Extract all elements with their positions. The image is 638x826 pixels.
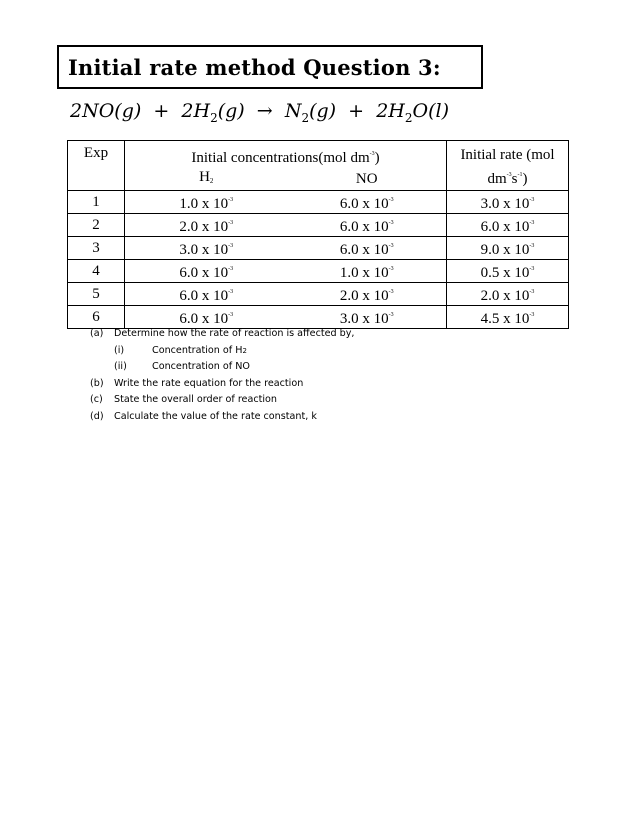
cell-h2-conc: 2.0 x $10^{-3}$ bbox=[125, 214, 288, 237]
table-row bbox=[68, 283, 569, 306]
cell-rate: 2.0 x $10^{-3}$ bbox=[447, 283, 569, 306]
table-row bbox=[68, 260, 569, 283]
cell-exp: 4 bbox=[68, 260, 125, 283]
header-concentrations: Initial concentrations(mol $dm^{-3}$) bbox=[125, 141, 447, 168]
cell-h2-conc: 6.0 x $10^{-3}$ bbox=[125, 306, 288, 329]
cell-no-conc: 6.0 x $10^{-3}$ bbox=[288, 237, 447, 260]
eq-product-n2: $N_2(g)$ bbox=[284, 100, 337, 125]
header-initial-rate: Initial rate (mol $dm^{-3}s^{-1}$) bbox=[447, 141, 569, 191]
question-a-ii: (ii) Concentration of NO bbox=[114, 361, 250, 373]
reaction-equation bbox=[70, 100, 449, 125]
cell-no-conc: 6.0 x $10^{-3}$ bbox=[288, 214, 447, 237]
cell-h2-conc: 6.0 x $10^{-3}$ bbox=[125, 283, 288, 306]
cell-rate: 9.0 x $10^{-3}$ bbox=[447, 237, 569, 260]
cell-rate: 6.0 x $10^{-3}$ bbox=[447, 214, 569, 237]
cell-no-conc: 1.0 x $10^{-3}$ bbox=[288, 260, 447, 283]
cell-exp: 6 bbox=[68, 306, 125, 329]
cell-exp: 3 bbox=[68, 237, 125, 260]
question-d: (d) Calculate the value of the rate constant, k bbox=[90, 410, 317, 422]
cell-h2-conc: 3.0 x $10^{-3}$ bbox=[125, 237, 288, 260]
table-row bbox=[68, 191, 569, 214]
rate-data-table bbox=[67, 140, 569, 329]
table-row bbox=[68, 237, 569, 260]
header-exp: Exp bbox=[68, 141, 125, 191]
cell-h2-conc: 6.0 x $10^{-3}$ bbox=[125, 260, 288, 283]
question-a: (a) Determine how the rate of reaction is affected by, bbox=[90, 328, 355, 339]
subheader-h2: $H_2$ bbox=[125, 167, 288, 190]
subheader-no: NO bbox=[288, 167, 447, 190]
page-title: Initial rate method Question 3: bbox=[68, 54, 441, 80]
question-a-i: (i) Concentration of H 2 bbox=[114, 344, 247, 356]
eq-plus-2: + bbox=[348, 100, 365, 122]
eq-reactant-no: 2NO(g) bbox=[70, 100, 142, 122]
eq-product-h2o: $2H_2O(l)$ bbox=[376, 100, 449, 125]
eq-arrow: → bbox=[256, 100, 273, 122]
cell-exp: 1 bbox=[68, 191, 125, 214]
table-row bbox=[68, 214, 569, 237]
cell-no-conc: 6.0 x $10^{-3}$ bbox=[288, 191, 447, 214]
question-b: (b) Write the rate equation for the reaction bbox=[90, 377, 304, 389]
cell-rate: 0.5 x $10^{-3}$ bbox=[447, 260, 569, 283]
cell-exp: 2 bbox=[68, 214, 125, 237]
eq-plus-1: + bbox=[153, 100, 170, 122]
eq-reactant-h2: $2H_2(g)$ bbox=[181, 100, 245, 125]
cell-rate: 4.5 x $10^{-3}$ bbox=[447, 306, 569, 329]
cell-rate: 3.0 x $10^{-3}$ bbox=[447, 191, 569, 214]
cell-h2-conc: 1.0 x $10^{-3}$ bbox=[125, 191, 288, 214]
cell-no-conc: 3.0 x $10^{-3}$ bbox=[288, 306, 447, 329]
title-box bbox=[57, 45, 483, 89]
question-c: (c) State the overall order of reaction bbox=[90, 394, 277, 406]
cell-no-conc: 2.0 x $10^{-3}$ bbox=[288, 283, 447, 306]
question-list bbox=[90, 326, 354, 426]
cell-exp: 5 bbox=[68, 283, 125, 306]
